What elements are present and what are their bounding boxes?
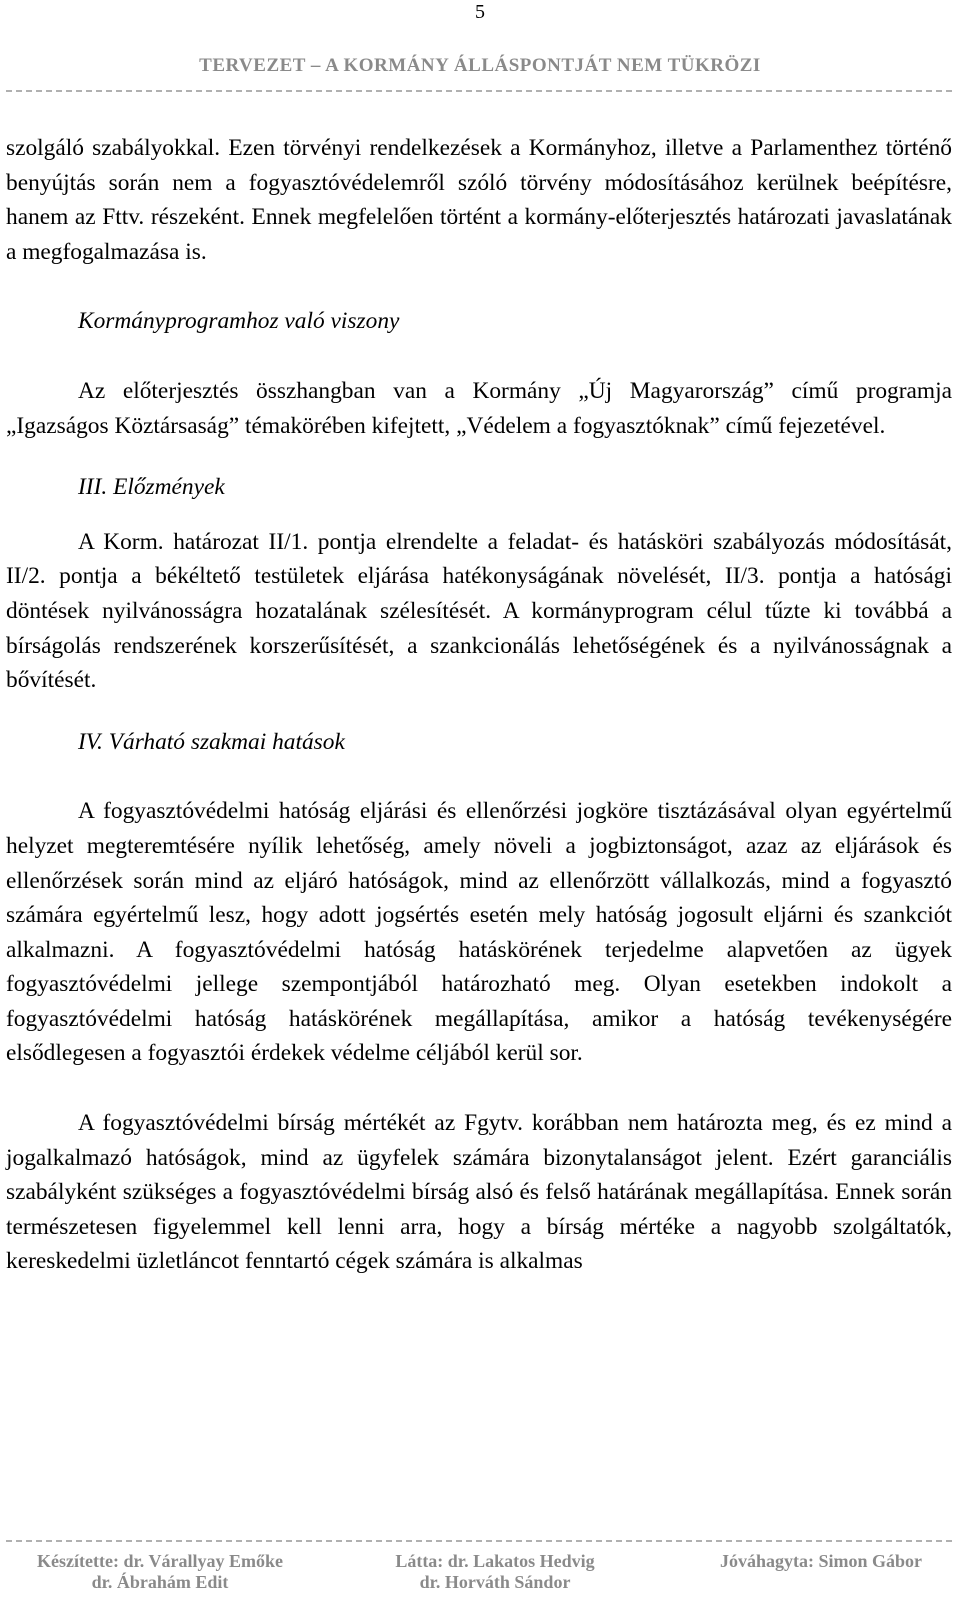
section-heading-antecedents: III. Előzmények — [78, 474, 225, 501]
seen-by-line-2: dr. Horváth Sándor — [419, 1572, 571, 1592]
paragraph-government-program: Az előterjesztés összhangban van a Kormány „Új Magyarország” című programja „Igazságos Köztársaság” témakörében kifejtett, „Védelem a fogyasztóknak” című fejezetével. — [6, 377, 952, 439]
footer-approved-by — [690, 1551, 960, 1572]
paragraph-antecedents: A Korm. határozat II/1. pontja elrendelte a feladat- és hatásköri szabályozás módosítását, II/2. pontja a békéltető testületek eljárása hatékonyságának növelését, II/3. pontja a hatósági döntések nyilvánosságra hozatalának szélesítését. A kormányprogram célul tűzte ki továbbá a bírságolás rendszerének korszerűsítését, a szankcionálás lehetőségének és a nyilvánosságnak a bővítését. — [6, 528, 952, 694]
approved-by-line: Jóváhagyta: Simon Gábor — [720, 1551, 923, 1571]
prepared-by-line-1: Készítette: dr. Várallyay Emőke — [37, 1551, 283, 1571]
draft-banner: TERVEZET – A KORMÁNY ÁLLÁSPONTJÁT NEM TÜKRÖZI — [199, 55, 761, 76]
footer-prepared-by — [0, 1551, 320, 1593]
document-body — [6, 131, 952, 1279]
page-number: 5 — [475, 1, 485, 23]
footer-seen-by — [355, 1551, 635, 1593]
footer — [0, 1551, 960, 1597]
seen-by-line-1: Látta: dr. Lakatos Hedvig — [395, 1551, 595, 1571]
prepared-by-line-2: dr. Ábrahám Edit — [91, 1572, 229, 1592]
paragraph-fine-amount: A fogyasztóvédelmi bírság mértékét az Fgytv. korábban nem határozta meg, és ez mind a jogalkalmazó hatóságok, mind az ügyfelek számára bizonytalanságot jelent. Ezért garanciális szabályként szükséges a fogyasztóvédelmi bírság alsó és felső határának megállapítása. Ennek során természetesen figyelemmel kell lenni arra, hogy a bírság mértéke a nagyobb szolgáltatók, kereskedelmi üzletláncot fenntartó cégek számára is alkalmas — [6, 1110, 952, 1275]
header-divider — [6, 90, 952, 92]
section-heading-government-program: Kormányprogramhoz való viszony — [78, 308, 400, 335]
section-heading-expected-impacts: IV. Várható szakmai hatások — [78, 728, 345, 755]
paragraph-authority-competence: A fogyasztóvédelmi hatóság eljárási és ellenőrzési jogköre tisztázásával olyan egyértelmű helyzet megteremtésére nyílik lehetőség, amely növeli a jogbiztonságot, azaz az eljárások és ellenőrzések során mind az eljáró hatóságok, mind az ellenőrzött vállalkozás, mind a fogyasztó számára egyértelmű lesz, hogy adott jogsértés esetén mely hatóság jogosult eljárni és szankciót alkalmazni. A fogyasztóvédelmi hatóság hatáskörének terjedelme alapvetően az ügyek fogyasztóvédelmi jellege szempontjából határozható meg. Olyan esetekben indokolt a fogyasztóvédelmi hatóság hatáskörének megállapítása, amikor a hatóság tevékenységére elsődlegesen a fogyasztói érdekek védelme céljából kerül sor. — [6, 798, 952, 1067]
footer-divider — [6, 1540, 952, 1542]
paragraph-legal-provisions: szolgáló szabályokkal. Ezen törvényi rendelkezések a Kormányhoz, illetve a Parlamenthez történő benyújtás során nem a fogyasztóvédelemről szóló törvény módosításához kerülnek beépítésre, hanem az Fttv. részeként. Ennek megfelelően történt a kormány-előterjesztés határozati javaslatának a megfogalmazása is. — [6, 135, 952, 265]
